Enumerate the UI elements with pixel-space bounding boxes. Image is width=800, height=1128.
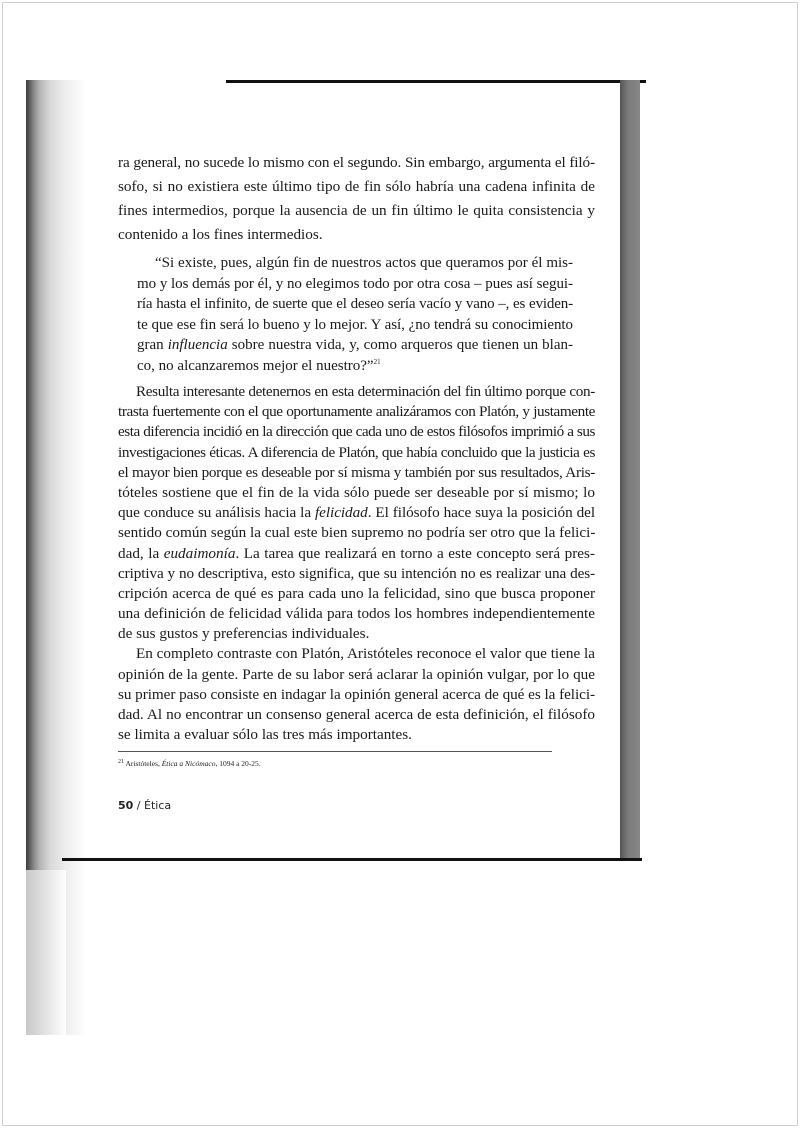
text-segment: de sus gustos y preferencias individuales. — [118, 625, 370, 643]
text-segment: tóteles sostiene que el fin de la vida sólo puede ser deseable por sí mismo; lo — [118, 483, 595, 501]
text-segment: Resulta interesante detenernos en esta determinación del fin último porque con- — [136, 383, 595, 400]
footnote-work: Ética a Nicómaco — [161, 759, 216, 769]
text-segment: trasta fuertemente con el que oportunamente analizáramos con Platón, y justamente — [118, 403, 595, 421]
text-segment: investigaciones éticas. A diferencia de Platón, que había concluido que la justicia es — [118, 443, 595, 461]
text-line — [137, 274, 573, 295]
page-shadow — [26, 870, 66, 1035]
text-segment: criptiva y no descriptiva, esto significa, que su intención no es realizar una des- — [118, 564, 595, 582]
block-quote — [137, 253, 573, 376]
footnote-author: Aristóteles, — [125, 759, 162, 769]
italic-term: felicidad — [315, 504, 368, 522]
text-line — [118, 483, 595, 503]
text-segment: ra general, no sucede lo mismo con el segundo. Sin embargo, argumenta el filó- — [118, 154, 595, 171]
footnote-number: 21 — [118, 759, 124, 766]
scan-bottom-edge — [62, 858, 642, 861]
text-line — [118, 503, 595, 523]
text-segment: sentido común según la cual este bien supremo no podría ser otro que la felici- — [118, 524, 595, 542]
text-line — [118, 402, 595, 422]
text-line — [118, 584, 595, 604]
text-segment: dad, la — [118, 544, 164, 562]
text-segment: cripción acerca de qué es para cada uno la felicidad, sino que busca proponer — [118, 584, 595, 602]
italic-term: eudaimonía — [163, 544, 236, 562]
page-number: 50 — [118, 799, 134, 813]
footnote-reference: 21 — [373, 357, 381, 366]
text-segment: mo y los demás por él, y no elegimos todo por otra cosa – pues así segui- — [137, 275, 573, 292]
text-line — [118, 644, 595, 664]
text-line — [118, 705, 595, 725]
text-line — [137, 335, 573, 356]
text-line — [118, 151, 595, 175]
text-line — [118, 443, 595, 463]
text-line — [137, 253, 573, 274]
text-segment: opinión de la gente. Parte de su labor será aclarar la opinión vulgar, por lo que — [118, 665, 595, 683]
text-segment: dad. Al no encontrar un consenso general acerca de esta definición, el filósofo — [118, 706, 595, 723]
text-line — [118, 725, 595, 745]
text-line — [118, 544, 595, 564]
text-column — [118, 151, 595, 813]
paragraph-3 — [118, 644, 595, 745]
text-segment: gran — [137, 337, 168, 353]
text-line — [137, 315, 573, 336]
text-line — [137, 356, 573, 377]
text-line — [118, 564, 595, 584]
text-line — [118, 175, 595, 199]
text-segment: ría hasta el infinito, de suerte que el deseo sería vacío y vano –, es eviden- — [137, 296, 573, 312]
text-segment: “Si existe, pues, algún fin de nuestros actos que queramos por él mis- — [155, 255, 573, 271]
footnote-rule — [118, 751, 552, 752]
text-segment: te que ese fin será lo bueno y lo mejor. Y así, ¿no tendrá su conocimiento — [137, 316, 573, 333]
text-segment: co, no alcanzaremos mejor el nuestro?” — [137, 357, 374, 374]
text-segment: su primer paso consiste en indagar la opinión general acerca de qué es la felici- — [118, 685, 595, 703]
text-segment: una definición de felicidad válida para todos los hombres independientemente — [118, 605, 595, 623]
text-segment: . El filósofo hace suya la posición del — [367, 504, 595, 522]
footnote-ref: , 1094 a 20-25. — [215, 759, 261, 769]
text-segment: contenido a los fines intermedios. — [118, 226, 323, 243]
text-segment: En completo contraste con Platón, Aristóteles reconoce el valor que tiene la — [136, 645, 595, 663]
text-segment: sobre nuestra vida, y, como arqueros que tienen un blan- — [227, 337, 573, 353]
book-spine-shadow — [620, 80, 640, 860]
italic-term: influencia — [167, 337, 228, 353]
running-title: Ética — [144, 799, 172, 813]
text-line — [137, 294, 573, 315]
text-line — [118, 382, 595, 402]
text-line — [118, 523, 595, 543]
text-segment: esta diferencia incidió en la dirección que cada uno de estos filósofos imprimió a sus — [118, 423, 595, 441]
paragraph-1 — [118, 151, 595, 247]
text-segment: que conduce su análisis hacia la — [118, 504, 315, 522]
text-segment: . La tarea que realizará en torno a este concepto será pres- — [235, 544, 595, 562]
text-line — [118, 463, 595, 483]
text-segment: fines intermedios, porque la ausencia de un fin último le quita consistencia y — [118, 202, 595, 219]
text-line — [118, 422, 595, 442]
text-segment: se limita a evaluar sólo las tres más importantes. — [118, 726, 412, 744]
text-line — [118, 199, 595, 223]
page-folio — [118, 799, 595, 813]
text-segment: sofo, si no existiera este último tipo de fin sólo habría una cadena infinita de — [118, 178, 595, 195]
text-line — [118, 223, 595, 247]
folio-separator: / — [133, 799, 145, 813]
text-line — [118, 685, 595, 705]
text-line — [118, 624, 595, 644]
paragraph-2 — [118, 382, 595, 644]
footnote — [118, 759, 595, 769]
scan-top-edge — [226, 80, 646, 83]
text-segment: el mayor bien porque es deseable por sí misma y también por sus resultados, Aris- — [118, 463, 595, 481]
text-line — [118, 665, 595, 685]
text-line — [118, 604, 595, 624]
